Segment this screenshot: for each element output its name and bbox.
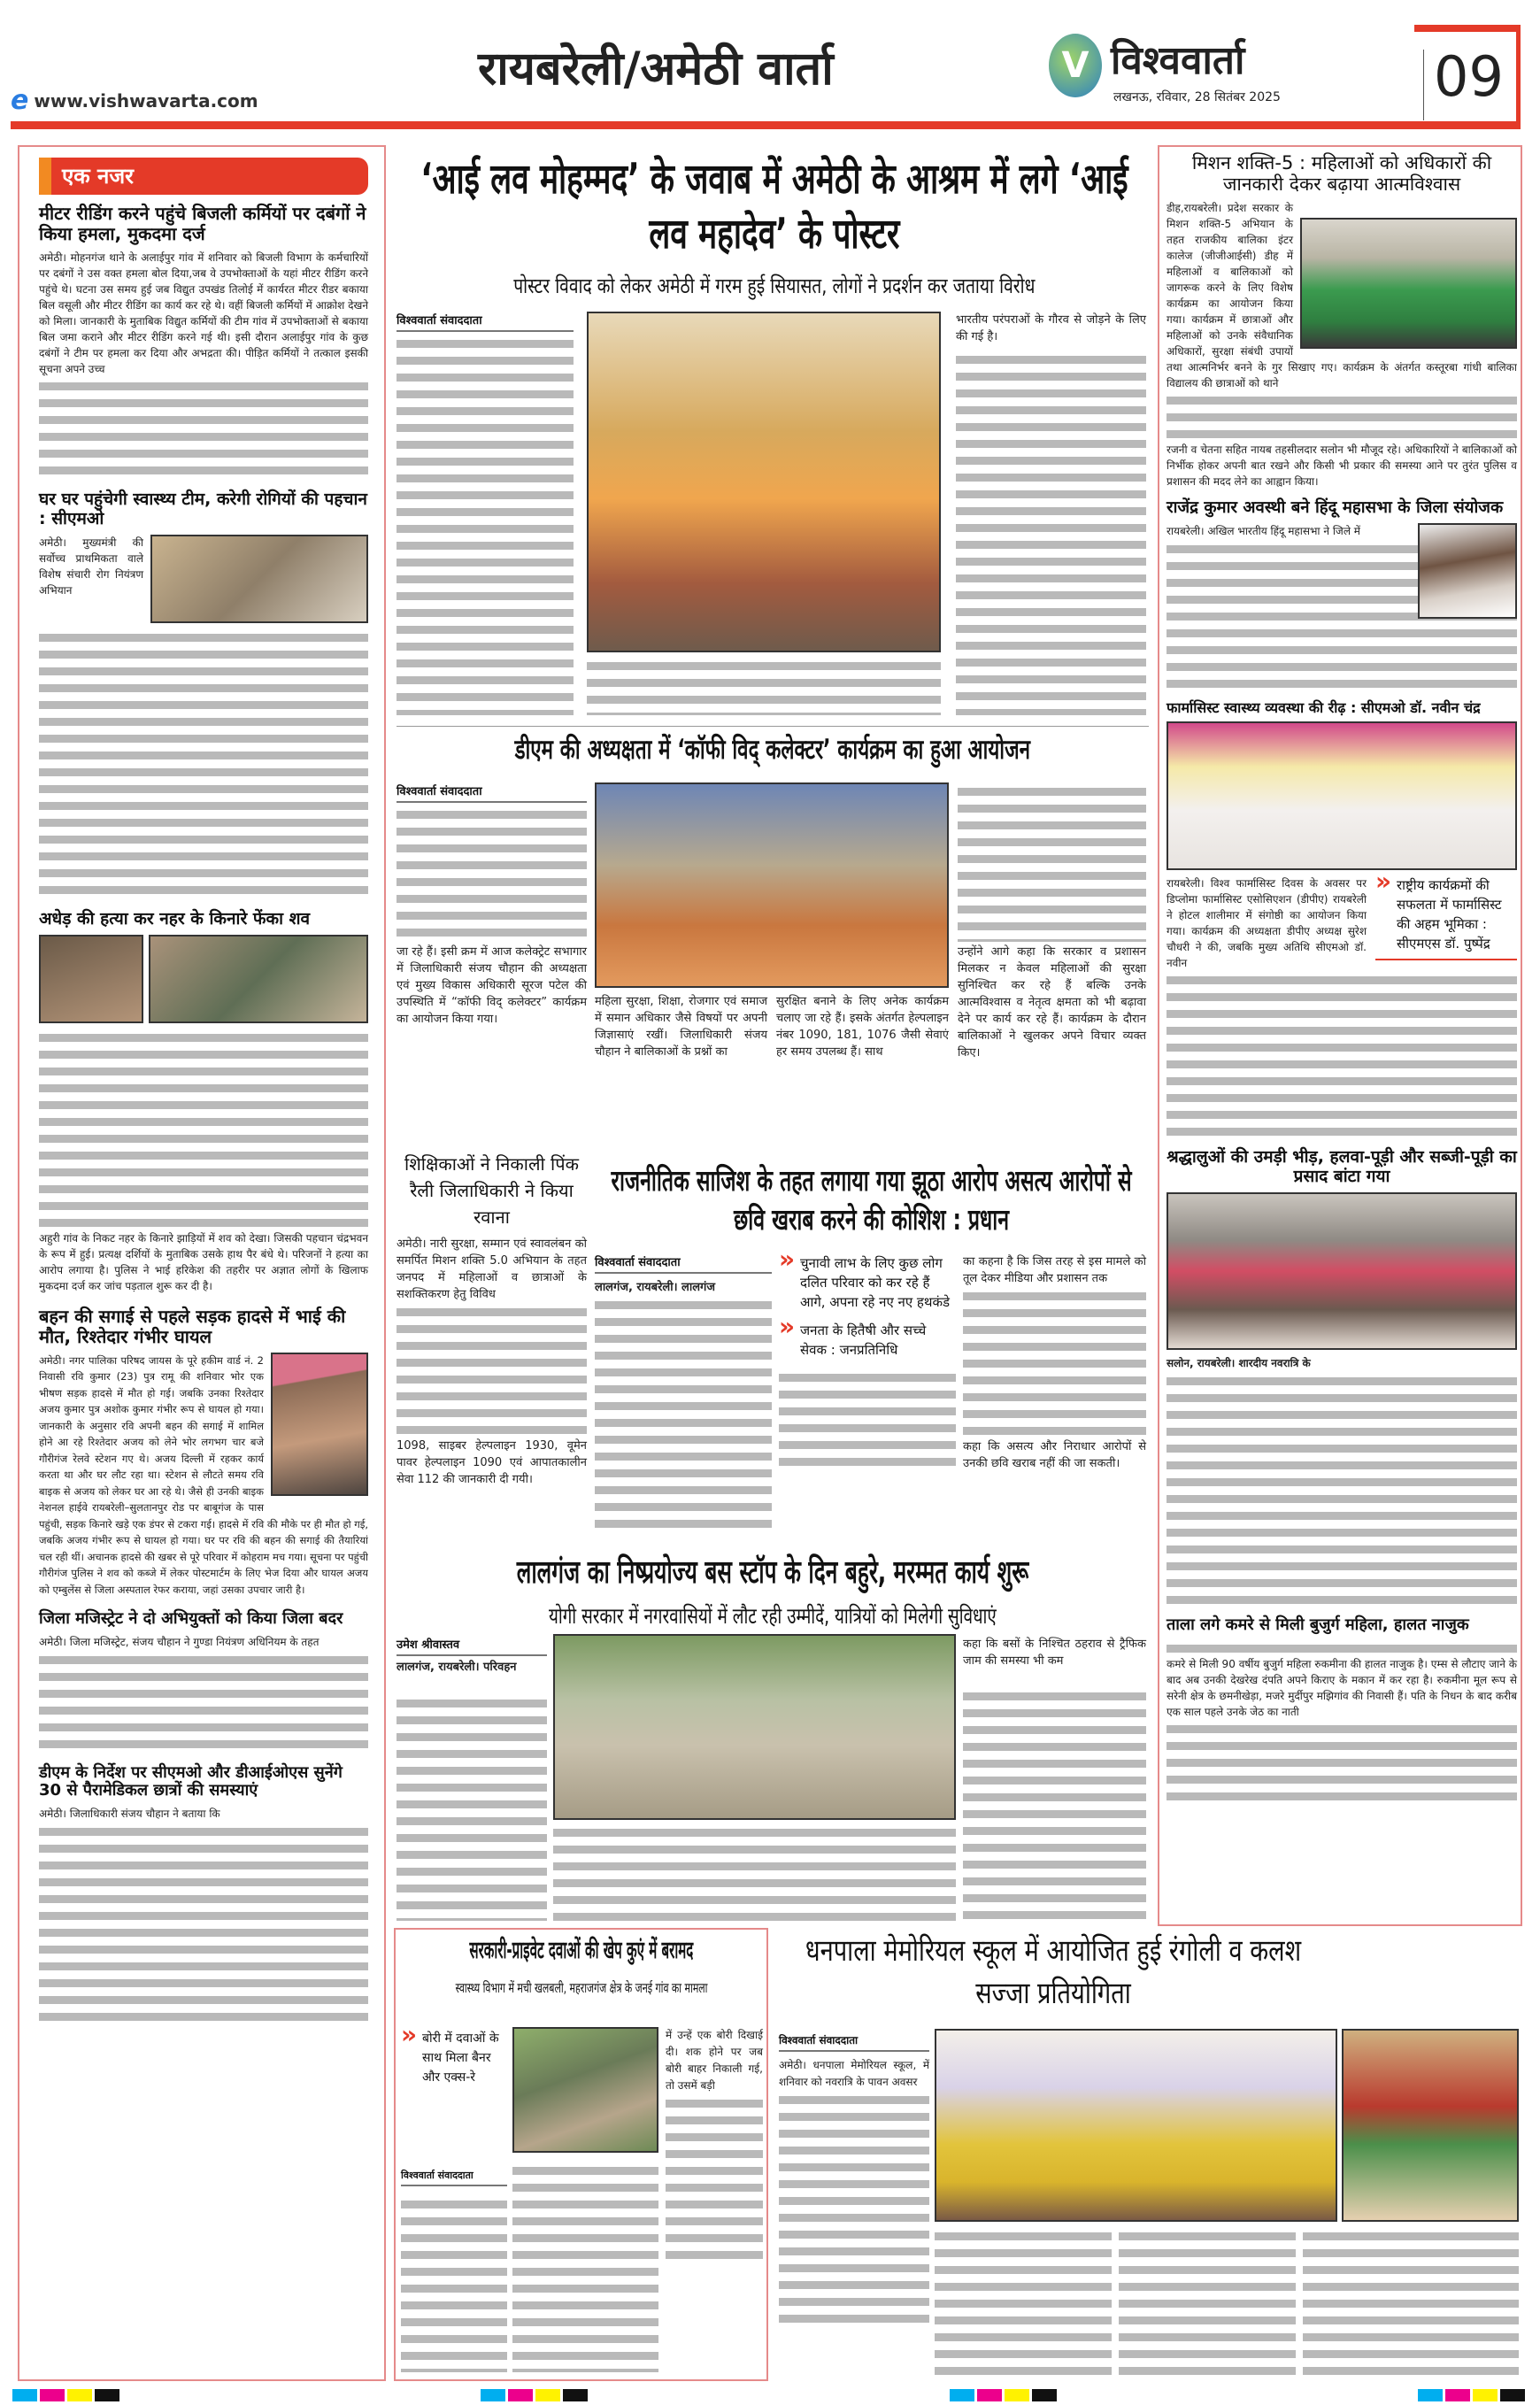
busstop-headline: लालगंज का निष्प्रयोज्य बस स्टॉप के दिन बहुरे, मरम्मत कार्य शुरू: [516, 1554, 1029, 1591]
story-body: अमेठी। नगर पालिका परिषद जायस के पूरे हकीम वार्ड नं. 2 निवासी रवि कुमार (23) पुत्र रामू की शनिवार भोर एक भीषण सड़क हादसे में मौत हो गई। जबकि उनका रिश्तेदार अजय कुमार पुत्र अशोक कुमार गंभीर रूप से घायल हो गया। जानकारी के अनुसार रवि अपनी बहन की सगाई में शामिल होने आ रहे रिश्तेदार अजय को लेने भोर लगभग चार बजे गौरीगंज रेलवे स्टेशन गए थे। अजय दिल्ली में रहकर कार्य करता था और घर लौट रहा था। स्टेशन से लौटते समय रवि बाइक से अजय को लेकर घर आ रहे थे। जैसे ही उनकी बाइक नेशनल हाईवे रायबरेली–सुलतानपुर रोड पर बाबूगंज के पास पहुंची, सड़क किनारे खड़े एक डंपर से टकरा गई। हादसे में रवि की मौके पर ही मौत हो गई, जबकि अजय गंभीर रूप से घायल हो गया। घर पर रवि की बहन की सगाई की तैयारियां चल रही थीं। अचानक हादसे की खबर से पूरे परिवार में कोहराम मच गया। सूचना पर पहुंची गौरीगंज पुलिस ने शव को कब्जे में लेकर पोस्टमार्टम के लिए भेज दिया और घायल अजय को एम्बुलेंस से जिला अस्पताल रेफर कराया, जहां उसका उपचार जारी है।: [39, 1353, 368, 1596]
conspiracy-byline: विश्ववार्ता संवाददाता: [595, 1253, 772, 1274]
ek-nazar-banner: एक नजर: [39, 158, 368, 195]
dateline: लखनऊ, रविवार, 28 सितंबर 2025: [1113, 90, 1281, 104]
main-headline: ‘आई लव मोहम्मद’ के जवाब में अमेठी के आश्रम में लगे ‘आई लव महादेव’ के पोस्टर: [420, 155, 1128, 258]
story-headline: बहन की सगाई से पहले सड़क हादसे में भाई की मौत, रिश्तेदार गंभीर घायल: [39, 1305, 346, 1347]
conspiracy-quote-1: » चुनावी लाभ के लिए कुछ लोग दलित परिवार को कर रहे हैं आगे, अपना रहे नए नए हथकंडे: [779, 1253, 956, 1312]
story-body: अमेठी। मुख्यमंत्री की सर्वोच्च प्राथमिकता वाले विशेष संचारी रोग नियंत्रण अभियान: [39, 536, 143, 597]
conspiracy-headline: राजनीतिक साजिश के तहत लगाया गया झूठा आरोप असत्य आरोपों से छवि खराब करने की कोशिश : प्रधान: [611, 1163, 1132, 1237]
photo-prasad-crowd: [1167, 1192, 1517, 1350]
story-body: अहुरी गांव के निकट नहर के किनारे झाड़ियों में शव को देखा। जिसकी पहचान चंद्रभवन के रूप में हुई। प्रत्यक्ष दर्शियों के मुताबिक उसके हाथ पैर बंधे थे। परिजनों ने हत्या का आरोप लगाया है। पुलिस ने भाई हरिकेश की तहरीर पर अज्ञात लोगों के खिलाफ मुकदमा दर्ज कर जांच पड़ताल शुरू कर दी है।: [39, 1231, 368, 1292]
main-subhead: पोस्टर विवाद को लेकर अमेठी में गरम हुई सियासत, लोगों ने प्रदर्शन कर जताया विरोध: [513, 274, 1036, 298]
pink-rally-body: अमेठी। नारी सुरक्षा, सम्मान एवं स्वावलंबन को समर्पित मिशन शक्ति 5.0 अभियान के तहत जनपद में महिलाओं व छात्राओं के सशक्तिकरण हेतु विविध: [397, 1237, 587, 1301]
mission-body: डीह,रायबरेली। प्रदेश सरकार के मिशन शक्ति-5 अभियान के तहत राजकीय बालिका इंटर कालेज (जीजीआईसी) डीह में महिलाओं व बालिकाओं को जागरूक करने के लिए विशेष कार्यक्रम का आयोजन किया गया। कार्यक्रम में छात्राओं और महिलाओं को उनके संवैधानिक अधिकारों, सुरक्षा संबंधी उपायों तथा आत्मनिर्भर बनने के गुर सिखाए गए। कार्यक्रम के अंतर्गत कस्तूरबा गांधी बालिका विद्यालय की छात्राओं को थाने: [1167, 202, 1517, 390]
photo-coffee-meeting: [595, 782, 949, 988]
conspiracy-tail: कहा कि असत्य और निराधार आरोपों से उनकी छवि खराब नहीं की जा सकती।: [963, 1440, 1146, 1470]
photo-deceased: [271, 1353, 368, 1496]
story-headline: मीटर रीडिंग करने पहुंचे बिजली कर्मियों पर दबंगों ने किया हमला, मुकदमा दर्ज: [39, 203, 366, 244]
photo-bus-stop: [553, 1634, 956, 1820]
medicines-subhead: स्वास्थ्य विभाग में मची खलबली, महराजगंज क्षेत्र के जनई गांव का मामला: [455, 1980, 708, 1996]
rajendra-body: रायबरेली। अखिल भारतीय हिंदू महासभा ने जिले में: [1167, 524, 1360, 537]
elderly-body: कमरे से मिली 90 वर्षीय बुजुर्ग महिला रुकमीना की हालत नाजुक है। एम्स से लौटाए जाने के बाद अब उनकी देखरेख दंपति अपने किराए के मकान में कर रहा है। रुकमीना मूल रूप से सरेनी क्षेत्र के छमनीखेड़ा, मजरे मुर्दीपुर मझिगांव की निवासी हैं। पति के निधन के बाद करीब एक साल पहले उनके जेठ का नाती: [1167, 1658, 1517, 1719]
dhanpala-headline: धनपाला मेमोरियल स्कूल में आयोजित हुई रंगोली व कलश सज्जा प्रतियोगिता: [805, 1933, 1302, 2011]
busstop-byline: उमेश श्रीवास्तव: [397, 1636, 547, 1656]
pharma-quote: » राष्ट्रीय कार्यक्रमों की सफलता में फार्मासिस्ट की अहम भूमिका : सीएमएस डॉ. पुष्पेंद्र: [1375, 875, 1517, 953]
section-title: रायबरेली/अमेठी वार्ता: [478, 42, 834, 96]
main-body-right: भारतीय परंपराओं के गौरव से जोड़ने के लिए की गई है।: [956, 313, 1146, 343]
pink-rally-tail: 1098, साइबर हेल्पलाइन 1930, वूमेन पावर हेल्पलाइन 1090 एवं आपातकालीन सेवा 112 की जानकारी दी गयी।: [397, 1439, 587, 1486]
photo-pharmacist-day: [1167, 721, 1517, 870]
rajendra-headline: राजेंद्र कुमार अवस्थी बने हिंदू महासभा के जिला संयोजक: [1167, 498, 1504, 518]
coffee-col1: जा रहे हैं। इसी क्रम में आज कलेक्ट्रेट सभागार में जिलाधिकारी संजय चौहान की अध्यक्षता एवं मुख्य विकास अधिकारी सूरज पटेल की उपस्थिति में “कॉफी विद् कलेक्टर” कार्यक्रम का आयोजन किया गया।: [397, 945, 587, 1026]
story-body: अमेठी। मोहनगंज थाने के अलाईपुर गांव में शनिवार को बिजली विभाग के कर्मचारियों पर दबंगों ने उस वक्त हमला बोल दिया,जब वे उपभोक्ताओं के यहां मीटर रीडिंग करने पहुंचे थे। घटना उस समय हुई जब विद्युत उपखंड तिलोई में कार्यरत मीटर रीडर बकाया बिल वसूली और मीटर रीडिंग का कार्य कर रहे थे। वहीं बिजली कर्मियों में आक्रोश देखने को मिला। जानकारी के मुताबिक विद्युत कर्मियों की टीम गांव में उपभोक्ताओं से बकाया बिल जमा कराने और मीटर रीडिंग करने गई थी। इसी दौरान अलाईपुर गांव के कुछ दबंगों ने टीम पर हमला कर दिया और अभद्रता की। पीड़ित कर्मियों ने तत्काल इसकी सूचना अपने उच्च: [39, 251, 368, 375]
conspiracy-quote-2: » जनता के हितैषी और सच्चे सेवक : जनप्रतिनिधि: [779, 1321, 956, 1360]
masthead: [0, 0, 1540, 133]
page-number: 09: [1434, 44, 1504, 109]
conspiracy-col-right: का कहना है कि जिस तरह से इस मामले को तूल देकर मीडिया और प्रशासन तक: [963, 1255, 1146, 1285]
dhanpala-byline: विश्ववार्ता संवाददाता: [779, 2032, 929, 2052]
story-body: अमेठी। जिला मजिस्ट्रेट, संजय चौहान ने गुण्डा नियंत्रण अधिनियम के तहत: [39, 1635, 320, 1648]
logo-icon: V: [1049, 34, 1102, 97]
main-byline: विश्ववार्ता संवाददाता: [397, 312, 574, 332]
logo-name: विश्ववार्ता: [1111, 38, 1245, 83]
photo-kalash: [1342, 2029, 1519, 2222]
coffee-byline: विश्ववार्ता संवाददाता: [397, 782, 587, 803]
pink-rally-headline: शिक्षिकाओं ने निकाली पिंक रैली जिलाधिकारी ने किया रवाना: [404, 1153, 579, 1228]
page-number-box: [1414, 25, 1521, 129]
story-headline: अधेड़ की हत्या कर नहर के किनारे फेंका शव: [39, 908, 311, 929]
photo-poster-protest: [587, 312, 941, 652]
medicines-box: [394, 1928, 768, 2381]
coffee-col2: महिला सुरक्षा, शिक्षा, रोजगार एवं समाज में समान अधिकार जैसे विषयों पर अपनी जिज्ञासाएं रखीं। जिलाधिकारी संजय चौहान ने बालिकाओं के प्रश्नों का: [595, 995, 767, 1059]
story-headline: डीएम के निर्देश पर सीएमओ और डीआईओएस सुनेंगे 30 से पैरामेडिकल छात्रों की समस्याएं: [39, 1762, 343, 1800]
left-column: [18, 145, 386, 2381]
photo-rangoli: [935, 2029, 1337, 2222]
photo-victim: [39, 935, 143, 1023]
dhanpala-body: अमेठी। धनपाला मेमोरियल स्कूल, में शनिवार को नवरात्रि के पावन अवसर: [779, 2059, 929, 2088]
elderly-headline: ताला लगे कमरे से मिली बुजुर्ग महिला, हालत नाजुक: [1167, 1615, 1469, 1634]
conspiracy-body: लालगंज, रायबरेली। लालगंज: [595, 1281, 715, 1294]
coffee-col4: उन्होंने आगे कहा कि सरकार व प्रशासन मिलकर न केवल महिलाओं की सुरक्षा सुनिश्चित कर रहे हैं बल्कि उनके आत्मविश्वास व नेतृत्व क्षमता को भी बढ़ावा देने पर कार्य कर रहे हैं। कार्यक्रम के दौरान बालिकाओं ने खुलकर अपने विचार व्यक्त किए।: [958, 945, 1146, 1060]
website-url[interactable]: e www.vishwavarta.com: [11, 85, 258, 116]
coffee-col3: सुरक्षित बनाने के लिए अनेक कार्यक्रम चलाए जा रहे हैं। इसके अंतर्गत हेल्पलाइन नंबर 1090, 181, 1076 जैसी सेवाएं हर समय उपलब्ध हैं। साथ: [776, 995, 949, 1059]
medicines-byline: विश्ववार्ता संवाददाता: [401, 2169, 507, 2186]
right-column: [1158, 145, 1522, 1926]
story-headline: जिला मजिस्ट्रेट ने दो अभियुक्तों को किया जिला बदर: [39, 1609, 343, 1629]
mission-tail: रजनी व चेतना सहित नायब तहसीलदार सलोन भी मौजूद रहे। अधिकारियों ने बालिकाओं को निर्भीक होकर अपनी बात रखने और किसी भी प्रकार की समस्या आने पर तुरंत पुलिस व प्रशासन की मदद लेने का आह्वान किया।: [1167, 443, 1517, 489]
medicines-headline: सरकारी-प्राइवेट दवाओं की खेप कुएं में बरामद: [469, 1937, 694, 1964]
photo-health-meeting: [150, 535, 368, 623]
medicines-body: में उन्हें एक बोरी दिखाई दी। शक होने पर जब बोरी बाहर निकाली गई, तो उसमें बड़ी: [666, 2029, 763, 2092]
busstop-body: लालगंज, रायबरेली। परिवहन: [397, 1661, 517, 1674]
photo-mission-shakti: [1300, 218, 1517, 349]
pharma-body: रायबरेली। विश्व फार्मासिस्ट दिवस के अवसर पर डिप्लोमा फार्मासिस्ट एसोसिएशन (डीपीए) रायबरेली ने होटल शालीमार में संगोष्ठी का आयोजन किया गया। कार्यक्रम की अध्यक्षता डीपीए अध्यक्ष सुरेश चौधरी ने की, जबकि मुख्य अतिथि सीएमओ डॉ. नवीन: [1167, 876, 1367, 969]
photo-crowd: [149, 935, 368, 1023]
header-rule: [11, 121, 1521, 129]
browser-e-icon: e: [11, 85, 29, 116]
photo-rajendra: [1418, 523, 1517, 619]
story-body: अमेठी। जिलाधिकारी संजय चौहान ने बताया कि: [39, 1808, 220, 1821]
busstop-col-right: कहा कि बसों के निश्चित ठहराव से ट्रैफिक जाम की समस्या भी कम: [963, 1638, 1146, 1668]
mission-headline: मिशन शक्ति-5 : महिलाओं को अधिकारों की जानकारी देकर बढ़ाया आत्मविश्वास: [1191, 152, 1492, 196]
coffee-headline: डीएम की अध्यक्षता में ‘कॉफी विद् कलेक्टर’ कार्यक्रम का हुआ आयोजन: [514, 734, 1031, 766]
prasad-headline: श्रद्धालुओं की उमड़ी भीड़, हलवा-पूड़ी और सब्जी-पूड़ी का प्रसाद बांटा गया: [1167, 1146, 1517, 1186]
photo-medicines-well: [512, 2027, 658, 2153]
story-headline: घर घर पहुंचेगी स्वास्थ्य टीम, करेगी रोगियों की पहचान : सीएमओ: [39, 489, 367, 528]
prasad-body: सलोन, रायबरेली। शारदीय नवरात्रि के: [1167, 1356, 1311, 1369]
color-registration-bar: [12, 2388, 1528, 2405]
busstop-subhead: योगी सरकार में नगरवासियों में लौट रही उम्मीदें, यात्रियों को मिलेगी सुविधाएं: [548, 1603, 997, 1629]
pharma-headline: फार्मासिस्ट स्वास्थ्य व्यवस्था की रीढ़ : सीएमओ डॉ. नवीन चंद्र: [1167, 698, 1481, 716]
medicines-quote: » बोरी में दवाओं के साथ मिला बैनर और एक्स-रे: [401, 2029, 507, 2087]
